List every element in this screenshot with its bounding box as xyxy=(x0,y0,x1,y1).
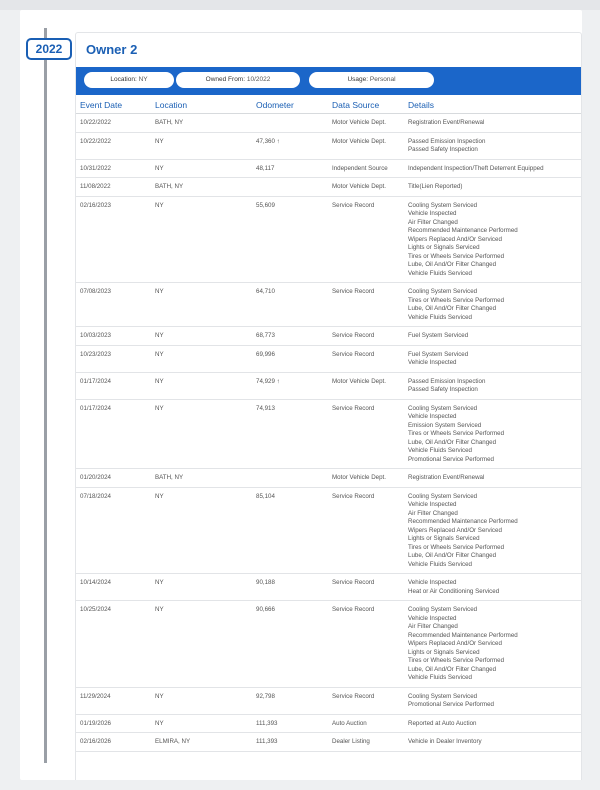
location-cell: BATH, NY xyxy=(151,469,252,488)
detail-item: Tires or Wheels Service Performed xyxy=(408,296,505,304)
location-label: Location: xyxy=(110,76,137,83)
detail-item: Cooling System Serviced xyxy=(408,404,478,412)
location-cell: NY xyxy=(151,574,252,601)
details-cell xyxy=(404,687,581,714)
data-source-cell: Independent Source xyxy=(328,159,404,178)
event-date-cell: 10/23/2023 xyxy=(76,345,151,372)
history-panel xyxy=(20,10,582,780)
location-cell: NY xyxy=(151,345,252,372)
odometer-cell: 85,104 xyxy=(252,487,328,574)
event-date-cell: 11/29/2024 xyxy=(76,687,151,714)
detail-item: Heat or Air Conditioning Serviced xyxy=(408,587,500,595)
owned-from-label: Owned From: xyxy=(205,76,246,83)
detail-item: Promotional Service Performed xyxy=(408,455,494,463)
event-date-cell: 01/19/2026 xyxy=(76,714,151,733)
odometer-cell xyxy=(252,178,328,197)
data-source-cell: Motor Vehicle Dept. xyxy=(328,372,404,399)
data-source-cell: Service Record xyxy=(328,196,404,283)
details-cell xyxy=(404,178,581,197)
details-cell xyxy=(404,114,581,133)
event-date-cell: 10/31/2022 xyxy=(76,159,151,178)
details-cell xyxy=(404,574,581,601)
table-body xyxy=(76,114,581,752)
table-row xyxy=(76,345,581,372)
detail-item: Cooling System Serviced xyxy=(408,692,478,700)
details-cell xyxy=(404,372,581,399)
location-cell: BATH, NY xyxy=(151,114,252,133)
bottom-band xyxy=(0,780,600,790)
data-source-cell: Service Record xyxy=(328,399,404,469)
location-cell: ELMIRA, NY xyxy=(151,733,252,752)
detail-item: Lights or Signals Serviced xyxy=(408,244,480,251)
event-date-cell: 10/03/2023 xyxy=(76,327,151,346)
location-cell: NY xyxy=(151,601,252,688)
details-cell xyxy=(404,601,581,688)
location-cell: NY xyxy=(151,372,252,399)
header-event-date: Event Date xyxy=(76,95,151,114)
location-cell: NY xyxy=(151,399,252,469)
detail-item: Wipers Replaced And/Or Serviced xyxy=(408,235,502,243)
table-row xyxy=(76,327,581,346)
detail-item: Passed Safety Inspection xyxy=(408,386,478,393)
event-date-cell: 01/17/2024 xyxy=(76,399,151,469)
table-row xyxy=(76,178,581,197)
location-value: NY xyxy=(138,76,148,83)
location-cell: NY xyxy=(151,196,252,283)
data-source-cell: Motor Vehicle Dept. xyxy=(328,114,404,133)
detail-item: Passed Emission Inspection xyxy=(408,137,486,145)
detail-item: Tires or Wheels Service Performed xyxy=(408,430,505,437)
header-odometer: Odometer xyxy=(252,95,328,114)
table-row xyxy=(76,132,581,159)
owner-title: Owner 2 xyxy=(86,42,138,57)
event-date-cell: 01/17/2024 xyxy=(76,372,151,399)
usage-value: Personal xyxy=(369,76,396,83)
detail-item: Vehicle Fluids Serviced xyxy=(408,269,472,277)
event-date-cell: 10/14/2024 xyxy=(76,574,151,601)
details-cell xyxy=(404,487,581,574)
table-header-row xyxy=(76,95,581,114)
detail-item: Vehicle Inspected xyxy=(408,501,457,508)
table-row xyxy=(76,114,581,133)
location-cell: BATH, NY xyxy=(151,178,252,197)
header-details: Details xyxy=(404,95,581,114)
details-cell xyxy=(404,327,581,346)
header-location: Location xyxy=(151,95,252,114)
detail-item: Air Filter Changed xyxy=(408,509,458,517)
detail-item: Recommended Maintenance Performed xyxy=(408,631,518,639)
table-row xyxy=(76,574,581,601)
details-cell xyxy=(404,132,581,159)
event-date-cell: 02/16/2026 xyxy=(76,733,151,752)
detail-item: Cooling System Serviced xyxy=(408,606,478,613)
location-pill xyxy=(84,72,174,88)
detail-item: Vehicle Inspected xyxy=(408,579,457,586)
detail-item: Air Filter Changed xyxy=(408,623,458,630)
detail-item: Registration Event/Renewal xyxy=(408,474,485,481)
data-source-cell: Motor Vehicle Dept. xyxy=(328,469,404,488)
details-cell xyxy=(404,469,581,488)
owner-info-bar xyxy=(76,67,581,95)
detail-item: Passed Emission Inspection xyxy=(408,377,486,385)
location-cell: NY xyxy=(151,687,252,714)
data-source-cell: Dealer Listing xyxy=(328,733,404,752)
event-date-cell: 11/08/2022 xyxy=(76,178,151,197)
odometer-cell: 74,929 ↑ xyxy=(252,372,328,399)
table-row xyxy=(76,399,581,469)
odometer-cell: 69,996 xyxy=(252,345,328,372)
owned-from-value: 10/2022 xyxy=(246,76,271,83)
event-date-cell: 01/20/2024 xyxy=(76,469,151,488)
detail-item: Tires or Wheels Service Performed xyxy=(408,657,505,664)
usage-label: Usage: xyxy=(347,76,369,83)
vehicle-history-table xyxy=(76,95,581,752)
detail-item: Cooling System Serviced xyxy=(408,492,478,500)
event-date-cell: 02/16/2023 xyxy=(76,196,151,283)
owned-from-pill xyxy=(176,72,300,88)
table-row xyxy=(76,733,581,752)
detail-item: Vehicle Fluids Serviced xyxy=(408,560,472,568)
detail-item: Lube, Oil And/Or Filter Changed xyxy=(408,438,497,446)
location-cell: NY xyxy=(151,283,252,327)
detail-item: Wipers Replaced And/Or Serviced xyxy=(408,526,502,534)
details-cell xyxy=(404,714,581,733)
detail-item: Cooling System Serviced xyxy=(408,201,478,209)
detail-item: Lights or Signals Serviced xyxy=(408,535,480,542)
timeline-line xyxy=(44,28,47,763)
odometer-cell: 64,710 xyxy=(252,283,328,327)
data-source-cell: Motor Vehicle Dept. xyxy=(328,178,404,197)
detail-item: Title(Lien Reported) xyxy=(408,183,463,190)
location-cell: NY xyxy=(151,132,252,159)
event-date-cell: 07/18/2024 xyxy=(76,487,151,574)
odometer-cell xyxy=(252,114,328,133)
usage-pill xyxy=(309,72,434,88)
table-row xyxy=(76,487,581,574)
detail-item: Fuel System Serviced xyxy=(408,350,469,358)
location-cell: NY xyxy=(151,159,252,178)
detail-item: Lube, Oil And/Or Filter Changed xyxy=(408,261,497,268)
details-cell xyxy=(404,733,581,752)
detail-item: Cooling System Serviced xyxy=(408,288,478,295)
detail-item: Vehicle Inspected xyxy=(408,413,457,420)
table-row xyxy=(76,687,581,714)
table-row xyxy=(76,714,581,733)
detail-item: Emission System Serviced xyxy=(408,421,482,429)
odometer-cell: 47,360 ↑ xyxy=(252,132,328,159)
detail-item: Vehicle Inspected xyxy=(408,359,457,366)
detail-item: Vehicle in Dealer Inventory xyxy=(408,738,482,745)
detail-item: Reported at Auto Auction xyxy=(408,719,477,727)
detail-item: Lube, Oil And/Or Filter Changed xyxy=(408,665,497,673)
location-cell: NY xyxy=(151,327,252,346)
location-cell: NY xyxy=(151,487,252,574)
event-date-cell: 10/25/2024 xyxy=(76,601,151,688)
year-badge: 2022 xyxy=(26,38,72,60)
odometer-cell: 68,773 xyxy=(252,327,328,346)
details-cell xyxy=(404,283,581,327)
detail-item: Air Filter Changed xyxy=(408,218,458,226)
detail-item: Lights or Signals Serviced xyxy=(408,648,480,656)
detail-item: Vehicle Fluids Serviced xyxy=(408,674,472,681)
detail-item: Wipers Replaced And/Or Serviced xyxy=(408,640,502,647)
detail-item: Fuel System Serviced xyxy=(408,332,469,339)
detail-item: Promotional Service Performed xyxy=(408,701,494,708)
odometer-cell xyxy=(252,469,328,488)
detail-item: Tires or Wheels Service Performed xyxy=(408,543,505,551)
details-cell xyxy=(404,196,581,283)
details-cell xyxy=(404,159,581,178)
detail-item: Passed Safety Inspection xyxy=(408,146,478,153)
event-date-cell: 10/22/2022 xyxy=(76,132,151,159)
data-source-cell: Service Record xyxy=(328,345,404,372)
details-cell xyxy=(404,399,581,469)
table-row xyxy=(76,372,581,399)
odometer-cell: 90,188 xyxy=(252,574,328,601)
table-row xyxy=(76,196,581,283)
table-row xyxy=(76,159,581,178)
odometer-cell: 92,798 xyxy=(252,687,328,714)
odometer-cell: 90,666 xyxy=(252,601,328,688)
details-cell xyxy=(404,345,581,372)
detail-item: Lube, Oil And/Or Filter Changed xyxy=(408,552,497,559)
table-row xyxy=(76,601,581,688)
odometer-cell: 48,117 xyxy=(252,159,328,178)
detail-item: Recommended Maintenance Performed xyxy=(408,227,518,234)
data-source-cell: Motor Vehicle Dept. xyxy=(328,132,404,159)
location-cell: NY xyxy=(151,714,252,733)
odometer-cell: 111,393 xyxy=(252,714,328,733)
data-source-cell: Service Record xyxy=(328,283,404,327)
table-row xyxy=(76,469,581,488)
odometer-cell: 74,913 xyxy=(252,399,328,469)
data-source-cell: Service Record xyxy=(328,327,404,346)
header-data-source: Data Source xyxy=(328,95,404,114)
data-source-cell: Service Record xyxy=(328,687,404,714)
top-band xyxy=(0,0,600,10)
detail-item: Lube, Oil And/Or Filter Changed xyxy=(408,305,497,312)
detail-item: Vehicle Inspected xyxy=(408,614,457,622)
odometer-cell: 55,609 xyxy=(252,196,328,283)
data-source-cell: Service Record xyxy=(328,601,404,688)
odometer-cell: 111,393 xyxy=(252,733,328,752)
detail-item: Vehicle Fluids Serviced xyxy=(408,447,472,454)
event-date-cell: 10/22/2022 xyxy=(76,114,151,133)
data-source-cell: Auto Auction xyxy=(328,714,404,733)
detail-item: Vehicle Inspected xyxy=(408,210,457,217)
table-row xyxy=(76,283,581,327)
detail-item: Tires or Wheels Service Performed xyxy=(408,252,505,260)
data-source-cell: Service Record xyxy=(328,574,404,601)
detail-item: Recommended Maintenance Performed xyxy=(408,518,518,525)
detail-item: Vehicle Fluids Serviced xyxy=(408,313,472,321)
detail-item: Registration Event/Renewal xyxy=(408,119,485,126)
data-source-cell: Service Record xyxy=(328,487,404,574)
owner-card xyxy=(75,32,582,784)
detail-item: Independent Inspection/Theft Deterrent Equipped xyxy=(408,164,544,172)
event-date-cell: 07/08/2023 xyxy=(76,283,151,327)
